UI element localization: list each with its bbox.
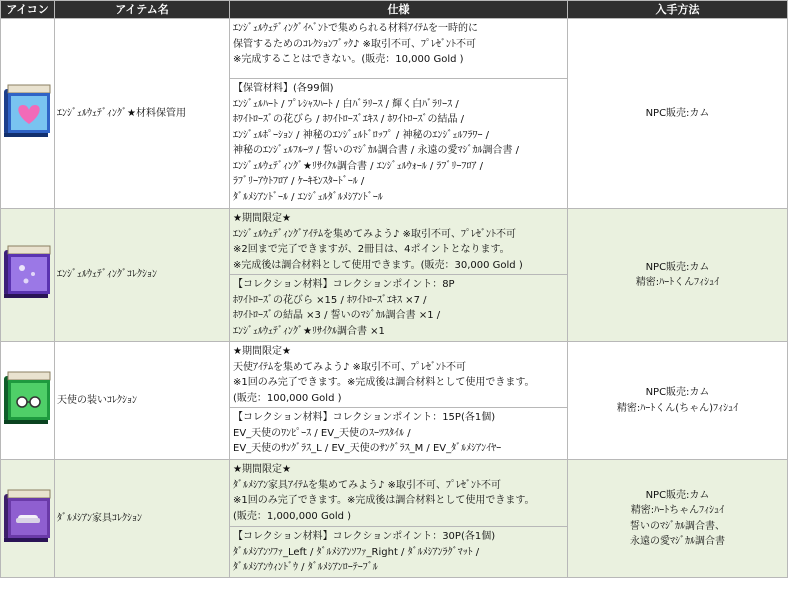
spec-line: ※1回のみ完了できます。※完成後は調合材料として使用できます。 (233, 495, 535, 506)
spec-line: (販売：1,000,000 Gold ) (233, 510, 352, 522)
header-row (1, 1, 788, 19)
source-line: NPC販売:カム (645, 489, 710, 501)
source-line: 精密:ﾊｰﾄくん(ちゃん)ﾌｨｼｭｲ (616, 402, 739, 414)
spec-line: ﾀﾞﾙﾒｼｱﾝｿﾌｧ_Left / ﾀﾞﾙﾒｼｱﾝｿﾌｧ_Right / ﾀﾞﾙﾒｼｱﾝﾗｸﾞﾏｯﾄ / (233, 546, 480, 558)
table-row (1, 460, 788, 527)
spec-line: ｴﾝｼﾞｪﾙﾎﾟｰｼｮﾝ / 神秘のｴﾝｼﾞｪﾙﾄﾞﾛｯﾌﾟ / 神秘のｴﾝｼﾞｪﾙﾌﾗﾜｰ / (233, 129, 490, 141)
spec-line: EV_天使のｻﾝｸﾞﾗｽ_L / EV_天使のｻﾝｸﾞﾗｽ_M / EV_ﾀﾞﾙﾒｼｱﾝｲﾔｰ (233, 443, 502, 454)
source-line: 精密:ﾊｰﾄちゃんﾌｨｼｭｲ (630, 505, 725, 516)
spec-description (230, 19, 568, 79)
icon-cell (1, 19, 55, 209)
spec-line: ｴﾝｼﾞｪﾙｳｪﾃﾞｨﾝｸﾞ★ﾘｻｲｸﾙ調合書 ×1 (233, 325, 385, 337)
spec-line: ﾗﾌﾞﾘｰｱｳﾄﾌﾛｱ / ｹｰｷﾓﾝｽﾀｰﾄﾞｰﾙ / (233, 176, 365, 187)
spec-line: ﾎﾜｲﾄﾛｰｽﾞの花びら / ﾎﾜｲﾄﾛｰｽﾞｴｷｽ / ﾎﾜｲﾄﾛｰｽﾞの結晶 / (233, 114, 465, 125)
spec-line: ｴﾝｼﾞｪﾙｳｪﾃﾞｨﾝｸﾞｲﾍﾞﾝﾄで集められる材料ｱｲﾃﾑを一時的に (233, 23, 478, 34)
spec-line: 【コレクション材料】コレクションポイント：15P(各1個) (233, 412, 496, 423)
green-book-glasses-icon (2, 370, 54, 426)
spec-line: 神秘のｴﾝｼﾞｪﾙﾌﾙｰﾂ / 誓いのﾏｼﾞｶﾙ調合書 / 永遠の愛ﾏｼﾞｶﾙ調合書 / (233, 145, 520, 156)
spec-line: ﾀﾞﾙﾒｼｱﾝｳｨﾝﾄﾞｳ / ﾀﾞﾙﾒｼｱﾝﾛｰﾃｰﾌﾞﾙ (233, 562, 378, 573)
spec-line: ★期間限定★ (233, 464, 291, 475)
spec-description (230, 460, 568, 527)
source-cell (568, 460, 788, 578)
spec-materials (230, 79, 568, 209)
spec-line: ｴﾝｼﾞｪﾙﾊｰﾄ / ﾌﾟﾚｼｬｽﾊｰﾄ / 白ﾊﾞﾗﾘｰｽ / 輝く白ﾊﾞﾗﾘｰｽ / (233, 98, 459, 110)
source-cell (568, 19, 788, 209)
table-row (1, 19, 788, 79)
spec-line: 【コレクション材料】コレクションポイント：30P(各1個) (233, 531, 496, 542)
purple-book-icon (2, 244, 54, 300)
spec-line: ※2回まで完了できますが、2冊目は、4ポイントとなります。 (233, 244, 510, 255)
spec-line: ※完成することはできない。(販売：10,000 Gold ) (233, 54, 464, 65)
item-name: ﾀﾞﾙﾒｼｱﾝ家具ｺﾚｸｼｮﾝ (55, 460, 230, 578)
spec-line: ﾎﾜｲﾄﾛｰｽﾞの結晶 ×3 / 誓いのﾏｼﾞｶﾙ調合書 ×1 / (233, 310, 441, 321)
item-name: ｴﾝｼﾞｪﾙｳｪﾃﾞｨﾝｸﾞｺﾚｸｼｮﾝ (55, 209, 230, 342)
spec-line: 【保管材料】(各99個) (233, 83, 334, 94)
item-name: 天使の装いｺﾚｸｼｮﾝ (55, 342, 230, 460)
spec-line: EV_天使のﾜﾝﾋﾟｰｽ / EV_天使のｽｰﾂｽﾀｲﾙ / (233, 427, 411, 439)
source-line: 永遠の愛ﾏｼﾞｶﾙ調合書 (630, 536, 725, 547)
source-line: 誓いのﾏｼﾞｶﾙ調合書、 (630, 520, 725, 532)
table-row (1, 342, 788, 408)
spec-line: ｴﾝｼﾞｪﾙｳｪﾃﾞｨﾝｸﾞ★ﾘｻｲｸﾙ調合書 / ｴﾝｼﾞｪﾙｳｫｰﾙ / ﾗﾌﾞﾘｰﾌﾛｱ / (233, 160, 483, 172)
spec-line: ※完成後は調合材料として使用できます。(販売：30,000 Gold ) (233, 259, 523, 271)
source-line: NPC販売:カム (645, 107, 710, 119)
spec-materials (230, 408, 568, 460)
header-spec: 仕様 (230, 1, 568, 19)
header-source: 入手方法 (568, 1, 788, 19)
spec-description (230, 209, 568, 275)
table-row (1, 209, 788, 275)
source-cell (568, 342, 788, 460)
purple-book-sofa-icon (2, 488, 54, 544)
spec-line: ｴﾝｼﾞｪﾙｳｪﾃﾞｨﾝｸﾞｱｲﾃﾑを集めてみよう♪ ※取引不可、ﾌﾟﾚｾﾞﾝﾄ不可 (233, 228, 516, 240)
source-line: NPC販売:カム (645, 261, 710, 273)
icon-cell (1, 460, 55, 578)
spec-line: ※1回のみ完了できます。※完成後は調合材料として使用できます。 (233, 377, 535, 388)
source-line: 精密:ﾊｰﾄくんﾌｨｼｭｲ (635, 277, 720, 288)
header-icon: アイコン (1, 1, 55, 19)
spec-line: 天使ｱｲﾃﾑを集めてみよう♪ ※取引不可、ﾌﾟﾚｾﾞﾝﾄ不可 (233, 361, 466, 373)
spec-line: ﾀﾞﾙﾒｼｱﾝﾄﾞｰﾙ / ｴﾝｼﾞｪﾙﾀﾞﾙﾒｼｱﾝﾄﾞｰﾙ (233, 191, 383, 203)
spec-line: (販売：100,000 Gold ) (233, 392, 342, 404)
spec-materials (230, 527, 568, 578)
spec-description (230, 342, 568, 408)
header-item-name: アイテム名 (55, 1, 230, 19)
item-name: ｴﾝｼﾞｪﾙｳｪﾃﾞｨﾝｸﾞ★材料保管用 (55, 19, 230, 209)
spec-line: 保管するためのｺﾚｸｼｮﾝﾌﾞｯｸ♪ ※取引不可、ﾌﾟﾚｾﾞﾝﾄ不可 (233, 38, 476, 50)
spec-line: ﾎﾜｲﾄﾛｰｽﾞの花びら ×15 / ﾎﾜｲﾄﾛｰｽﾞｴｷｽ ×7 / (233, 294, 427, 306)
icon-cell (1, 209, 55, 342)
spec-line: ★期間限定★ (233, 213, 291, 224)
spec-line: ★期間限定★ (233, 346, 291, 357)
blue-book-heart-icon (2, 83, 54, 139)
spec-line: ﾀﾞﾙﾒｼｱﾝ家具ｱｲﾃﾑを集めてみよう♪ ※取引不可、ﾌﾟﾚｾﾞﾝﾄ不可 (233, 479, 501, 491)
source-line: NPC販売:カム (645, 387, 710, 398)
spec-line: 【コレクション材料】コレクションポイント：8P (233, 279, 455, 290)
icon-cell (1, 342, 55, 460)
source-cell (568, 209, 788, 342)
spec-materials (230, 275, 568, 342)
